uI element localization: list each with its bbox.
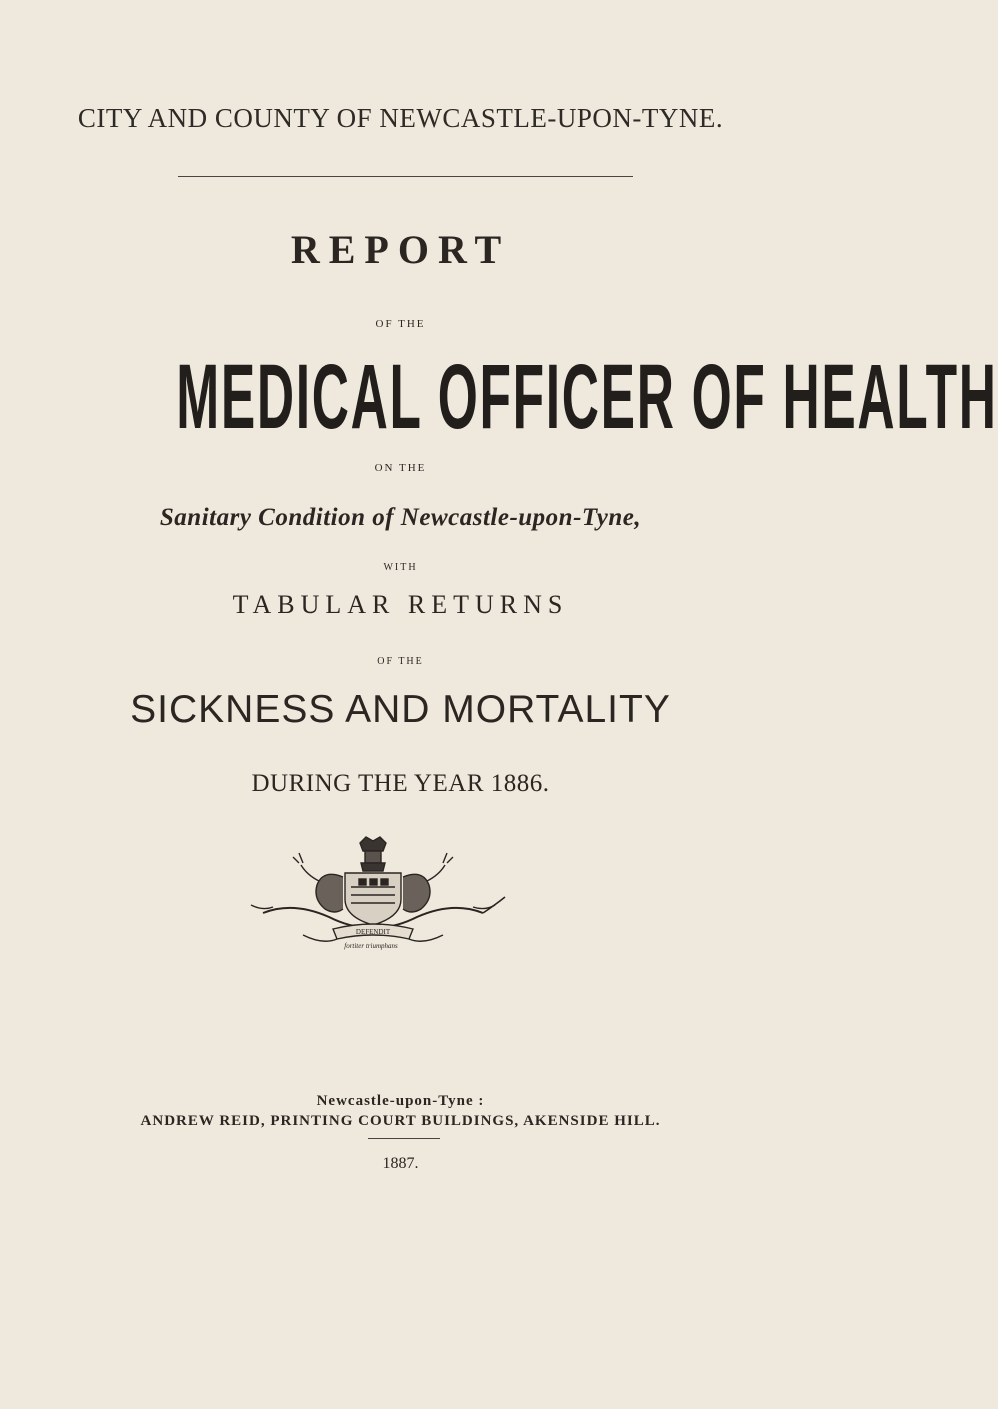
imprint-place: Newcastle-upon-Tyne :: [316, 1093, 485, 1109]
with-label: WITH: [383, 562, 418, 573]
sanitary-condition-line: Sanitary Condition of Newcastle-upon-Tyne,: [159, 504, 642, 531]
tabular-returns-line: TABULAR RETURNS: [232, 590, 569, 619]
city-heading: CITY AND COUNTY OF NEWCASTLE-UPON-TYNE.: [77, 103, 724, 133]
report-title: REPORT: [290, 227, 511, 272]
city-coat-of-arms-icon: [233, 835, 513, 955]
of-the-label: OF THE: [375, 318, 426, 330]
crest-motto-1: DEFENDIT: [355, 928, 391, 936]
during-year-line: DURING THE YEAR 1886.: [251, 770, 550, 797]
top-divider: [178, 176, 633, 177]
on-the-label: ON THE: [374, 462, 427, 474]
imprint-year: 1887.: [382, 1155, 419, 1172]
crest-motto-2: fortiter triumphans: [344, 942, 398, 950]
bottom-divider: [368, 1138, 440, 1139]
sickness-mortality-line: SICKNESS AND MORTALITY: [130, 688, 671, 731]
medical-officer-title: MEDICAL OFFICER OF HEALTH: [176, 346, 998, 448]
of-the-label-2: OF THE: [377, 656, 424, 667]
imprint-printer: ANDREW REID, PRINTING COURT BUILDINGS, AKENSIDE HILL.: [140, 1113, 661, 1129]
